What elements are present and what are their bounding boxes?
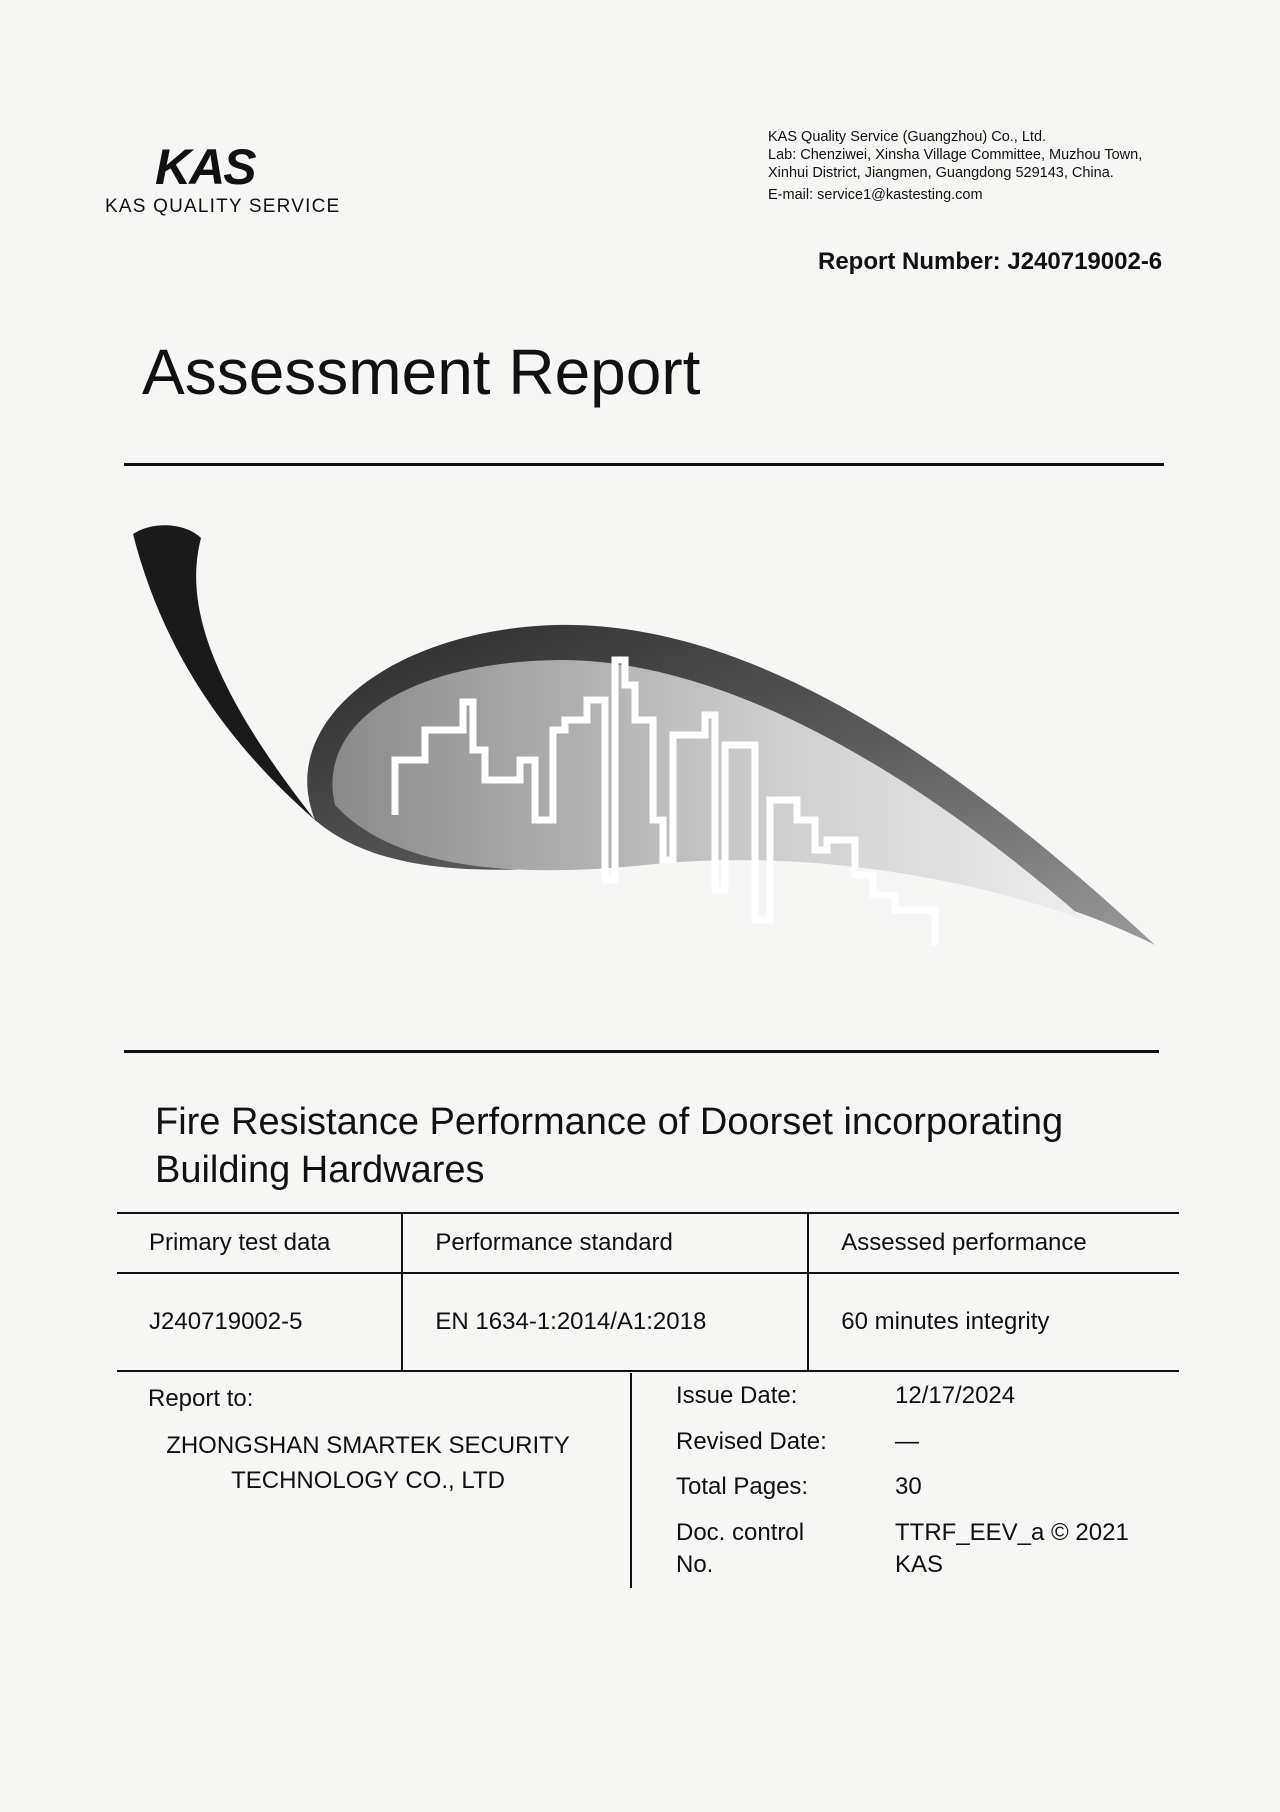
doc-control-value <box>895 1517 1129 1581</box>
cell-assessed-performance: 60 minutes integrity <box>808 1273 1179 1371</box>
total-pages-value: 30 <box>895 1473 922 1500</box>
top-divider <box>124 463 1164 466</box>
cell-primary-test-data: J240719002-5 <box>149 1308 303 1335</box>
lab-address: Lab: Chenziwei, Xinsha Village Committee, Muzhou Town, Xinhui District, Jiangmen, Guangdong 529143, China. <box>768 147 1143 181</box>
doc-control-label <box>676 1517 804 1581</box>
client-name-line1: ZHONGSHAN SMARTEK SECURITY <box>166 1432 570 1459</box>
document-title: Assessment Report <box>142 336 701 408</box>
company-email: E-mail: service1@kastesting.com <box>768 187 983 203</box>
header-primary-test-data: Primary test data <box>149 1229 331 1256</box>
total-pages-label: Total Pages: <box>676 1473 809 1500</box>
kas-logo-mark <box>155 140 295 192</box>
company-info <box>768 128 1178 204</box>
leaf-inner <box>332 660 1085 920</box>
doc-control-label-line1: Doc. control <box>676 1519 805 1546</box>
bottom-divider <box>124 1050 1159 1053</box>
doc-control-label-line2: No. <box>676 1551 714 1578</box>
revised-date-label: Revised Date: <box>676 1428 827 1455</box>
doc-control-value-line1: TTRF_EEV_a © 2021 <box>895 1519 1129 1546</box>
logo-text: KAS <box>155 140 255 192</box>
doc-control-value-line2: KAS <box>895 1551 944 1578</box>
company-name: KAS Quality Service (Guangzhou) Co., Ltd. <box>768 129 1047 145</box>
table-header-row <box>117 1213 1179 1273</box>
header-performance-standard: Performance standard <box>402 1213 808 1273</box>
report-subject: Fire Resistance Performance of Doorset incorporating Building Hardwares <box>155 1101 1064 1191</box>
client-name-line2: TECHNOLOGY CO., LTD <box>231 1467 505 1494</box>
report-to-label: Report to: <box>148 1385 254 1412</box>
performance-table <box>117 1212 1179 1372</box>
report-number: Report Number: J240719002-6 <box>818 248 1163 275</box>
header-assessed-performance: Assessed performance <box>808 1213 1179 1273</box>
revised-date-value: — <box>895 1428 919 1455</box>
cover-artwork <box>125 520 1165 960</box>
cell-performance-standard: EN 1634-1:2014/A1:2018 <box>402 1273 808 1371</box>
table-row <box>117 1273 1179 1371</box>
swoosh-tail <box>133 525 315 820</box>
logo-subtitle: KAS QUALITY SERVICE <box>105 196 341 217</box>
company-logo <box>105 140 365 218</box>
client-name <box>148 1428 588 1498</box>
issue-date-value: 12/17/2024 <box>895 1382 1016 1409</box>
vertical-divider <box>630 1373 632 1588</box>
issue-date-label: Issue Date: <box>676 1382 798 1409</box>
